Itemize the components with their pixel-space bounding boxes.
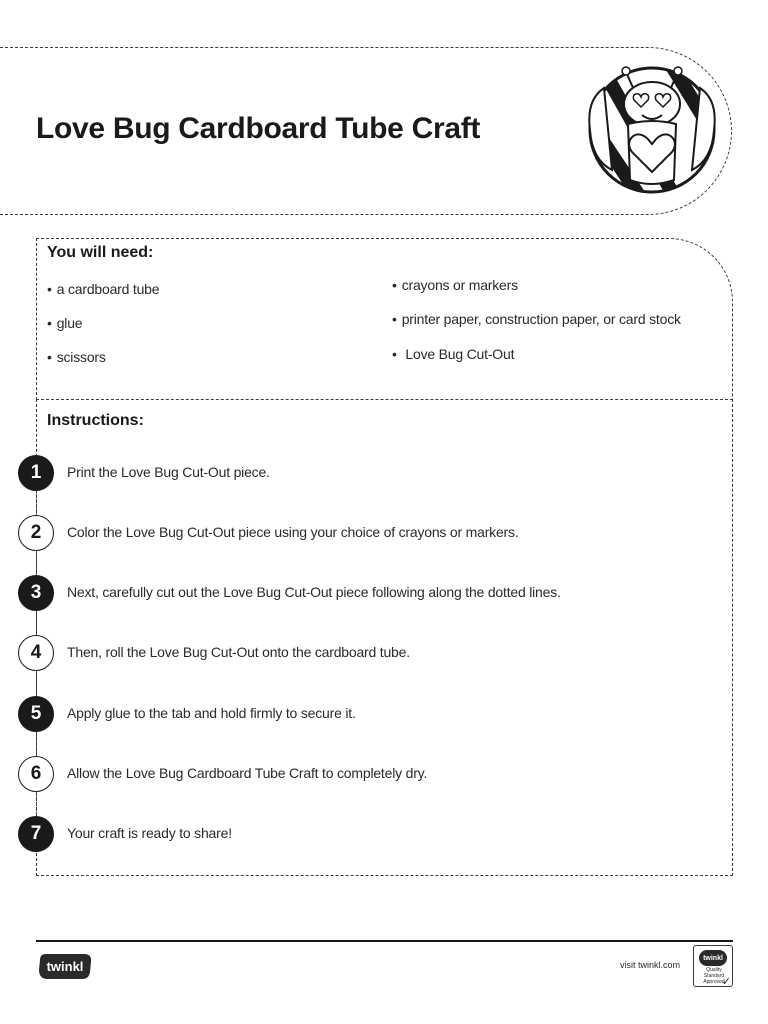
material-label: crayons or markers <box>401 277 518 293</box>
badge-logo: twinkl <box>699 950 727 966</box>
step-number-badge: 5 <box>18 696 54 732</box>
bullet: • <box>47 281 52 297</box>
list-item <box>47 315 82 331</box>
list-item <box>392 346 514 362</box>
page-title: Love Bug Cardboard Tube Craft <box>36 112 481 145</box>
material-label: printer paper, construction paper, or card stock <box>401 311 681 327</box>
bullet: • <box>392 346 397 362</box>
step-text: Then, roll the Love Bug Cut-Out onto the cardboard tube. <box>67 644 410 660</box>
list-item <box>47 349 106 365</box>
twinkl-logo-text: twinkl <box>46 959 84 974</box>
bullet: • <box>47 315 52 331</box>
step-text: Color the Love Bug Cut-Out piece using your choice of crayons or markers. <box>67 524 519 540</box>
badge-text: Quality Standard Approved <box>703 967 725 985</box>
check-icon: ✓ <box>721 976 731 988</box>
list-item <box>392 277 518 293</box>
material-label: a cardboard tube <box>56 281 160 297</box>
list-item <box>392 311 681 327</box>
step-text: Your craft is ready to share! <box>67 825 232 841</box>
step-number-badge: 4 <box>18 635 54 671</box>
twinkl-logo-icon[interactable] <box>36 952 94 982</box>
footer-divider <box>36 940 733 942</box>
step-number-badge: 3 <box>18 575 54 611</box>
step-text: Next, carefully cut out the Love Bug Cut-Out piece following along the dotted lines. <box>67 584 561 600</box>
step-number-badge: 7 <box>18 816 54 852</box>
step-text: Allow the Love Bug Cardboard Tube Craft to completely dry. <box>67 765 428 781</box>
material-label: Love Bug Cut-Out <box>401 346 515 362</box>
material-label: glue <box>56 315 83 331</box>
bullet: • <box>392 311 397 327</box>
step-text: Apply glue to the tab and hold firmly to secure it. <box>67 705 356 721</box>
materials-heading: You will need: <box>47 244 154 261</box>
step-number-badge: 1 <box>18 455 54 491</box>
visit-link[interactable]: visit twinkl.com <box>620 960 681 970</box>
step-number-badge: 2 <box>18 515 54 551</box>
list-item <box>47 281 159 297</box>
step-text: Print the Love Bug Cut-Out piece. <box>67 464 270 480</box>
instructions-heading: Instructions: <box>47 412 144 429</box>
bullet: • <box>47 349 52 365</box>
bullet: • <box>392 277 397 293</box>
material-label: scissors <box>56 349 106 365</box>
quality-badge <box>693 945 733 987</box>
love-bug-illustration <box>582 60 722 200</box>
step-number-badge: 6 <box>18 756 54 792</box>
